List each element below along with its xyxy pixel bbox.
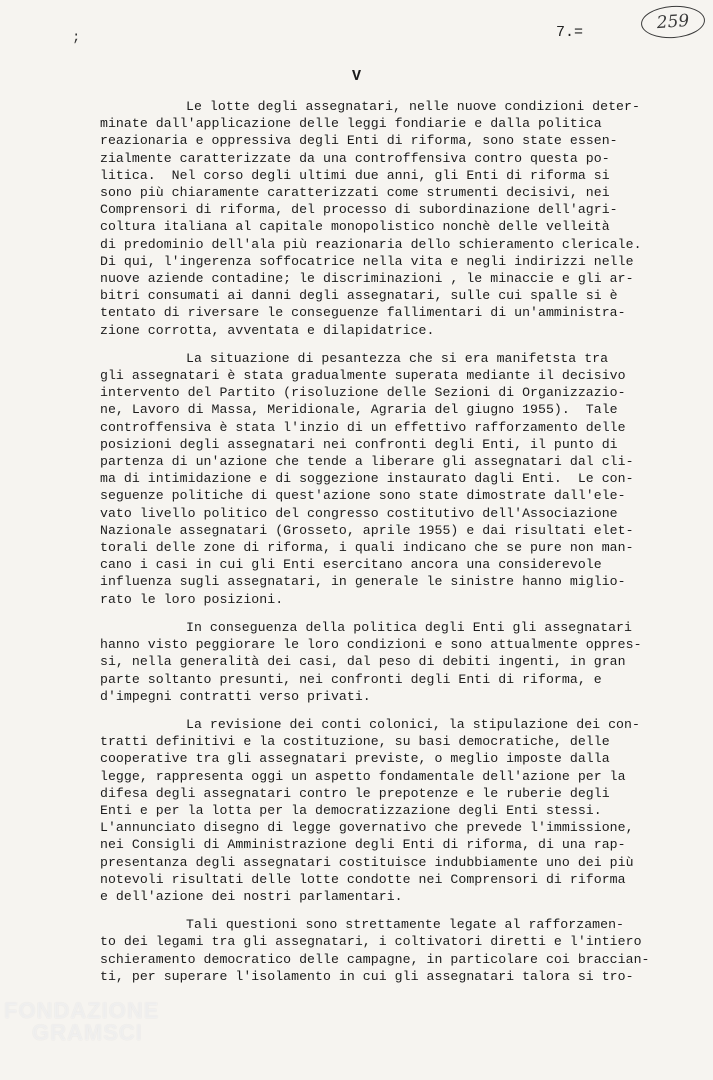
text-line: d'impegni contratti verso privati. [100, 688, 371, 704]
paragraph [100, 98, 680, 339]
text-line: sono più chiaramente caratterizzati come strumenti decisivi, nei [100, 185, 610, 201]
text-line: reazionaria e oppressiva degli Enti di riforma, sono state essen- [100, 133, 618, 149]
text-line: difesa degli assegnatari contro le prepotenze e le ruberie degli [100, 785, 610, 801]
text-line: hanno visto peggiorare le loro condizioni e sono attualmente oppres- [100, 637, 642, 653]
text-line: litica. Nel corso degli ultimi due anni, gli Enti di riforma si [100, 167, 610, 183]
text-line: seguenze politiche di quest'azione sono state dimostrate dall'ele- [100, 488, 626, 504]
text-line: schieramento democratico delle campagne, in particolare coi braccian- [100, 951, 650, 967]
text-line: to dei legami tra gli assegnatari, i coltivatori diretti e l'intiero [100, 934, 642, 950]
text-line: torali delle zone di riforma, i quali indicano che se pure non man- [100, 540, 634, 556]
text-line: vato livello politico del congresso costitutivo dell'Associazione [100, 505, 618, 521]
text-line: di predominio dell'ala più reazionaria dello schieramento clericale. [100, 236, 642, 252]
text-line: nuove aziende contadine; le discriminazioni , le minaccie e gli ar- [100, 271, 634, 287]
text-line: nei Consigli di Amministrazione degli Enti di riforma, di una rap- [100, 837, 626, 853]
text-line: La situazione di pesantezza che si era manifetsta tra [186, 350, 609, 366]
text-line: minate dall'applicazione delle leggi fondiarie e dalla politica [100, 116, 602, 132]
text-line: Le lotte degli assegnatari, nelle nuove condizioni deter- [186, 99, 640, 114]
paragraph [100, 916, 680, 985]
text-line: Tali questioni sono strettamente legate al rafforzamen- [186, 917, 625, 933]
margin-mark: ; [72, 30, 81, 46]
text-line: coltura italiana al capitale monopolistico nonchè delle velleità [100, 219, 610, 235]
text-line: notevoli risultati delle lotte condotte nei Comprensori di riforma [100, 871, 626, 887]
text-line: La revisione dei conti colonici, la stipulazione dei con- [186, 716, 640, 732]
section-title: V [351, 68, 361, 85]
text-line: tentato di riversare le conseguenze fallimentari di un'amministra- [100, 305, 626, 321]
text-line: gli assegnatari è stata gradualmente superata mediante il decisivo [100, 368, 626, 384]
text-line: Di qui, l'ingerenza soffocatrice nella vita e negli indirizzi nelle [100, 253, 634, 269]
text-line: e dell'azione dei nostri parlamentari. [100, 888, 403, 904]
text-line: legge, rappresenta oggi un aspetto fondamentale dell'azione per la [100, 768, 626, 784]
text-line: Nazionale assegnatari (Grosseto, aprile 1955) e dai risultati elet- [100, 522, 634, 538]
paragraph [100, 350, 680, 608]
text-line: presentanza degli assegnatari costituisce indubbiamente uno dei più [100, 854, 634, 870]
text-line: tratti definitivi e la costituzione, su basi democratiche, delle [100, 734, 610, 750]
paragraph [100, 716, 680, 905]
text-line: Enti e per la lotta per la democratizzazione degli Enti stessi. [100, 802, 602, 818]
text-line: si, nella generalità dei casi, dal peso di debiti ingenti, in gran [100, 654, 626, 670]
paragraph [100, 619, 680, 705]
text-line: ne, Lavoro di Massa, Meridionale, Agraria del giugno 1955). Tale [100, 402, 618, 418]
text-line: L'annunciato disegno di legge governativo che prevede l'immissione, [100, 820, 634, 836]
text-line: ma di intimidazione e di soggezione instaurato dagli Enti. Le con- [100, 471, 634, 487]
text-line: rato le loro posizioni. [100, 591, 284, 607]
text-line: intervento del Partito (risoluzione delle Sezioni di Organizzazio- [100, 385, 626, 401]
text-line: cooperative tra gli assegnatari previste, o meglio imposte dalla [100, 751, 610, 767]
text-line: parte soltanto presunti, nei confronti degli Enti di riforma, e [100, 671, 602, 687]
document-body [100, 98, 680, 996]
text-line: bitri consumati ai danni degli assegnatari, sulle cui spalle si è [100, 288, 618, 304]
watermark-logo [4, 1000, 159, 1044]
text-line: cano i casi in cui gli Enti esercitano ancora una considerevole [100, 557, 602, 573]
text-line: posizioni degli assegnatari nei confronti degli Enti, il punto di [100, 436, 618, 452]
text-line: zione corrotta, avventata e dilapidatrice. [100, 322, 435, 338]
text-line: controffensiva è stata l'inzio di un effettivo rafforzamento delle [100, 419, 626, 435]
text-line: ti, per superare l'isolamento in cui gli assegnatari talora si tro- [100, 968, 634, 984]
text-line: zialmente caratterizzate da una controffensiva contro questa po- [100, 150, 610, 166]
watermark-line-1: FONDAZIONE [4, 998, 160, 1023]
text-line: partenza di un'azione che tende a liberare gli assegnatari dal cli- [100, 454, 634, 470]
text-line: In conseguenza della politica degli Enti gli assegnatari [186, 619, 632, 635]
watermark-line-2: GRAMSCI [32, 1020, 143, 1045]
page-number: 7.= [556, 24, 584, 41]
archive-number-stamp: 259 [640, 4, 706, 40]
text-line: influenza sugli assegnatari, in generale le sinistre hanno miglio- [100, 574, 626, 590]
text-line: Comprensori di riforma, del processo di subordinazione dell'agri- [100, 202, 618, 218]
